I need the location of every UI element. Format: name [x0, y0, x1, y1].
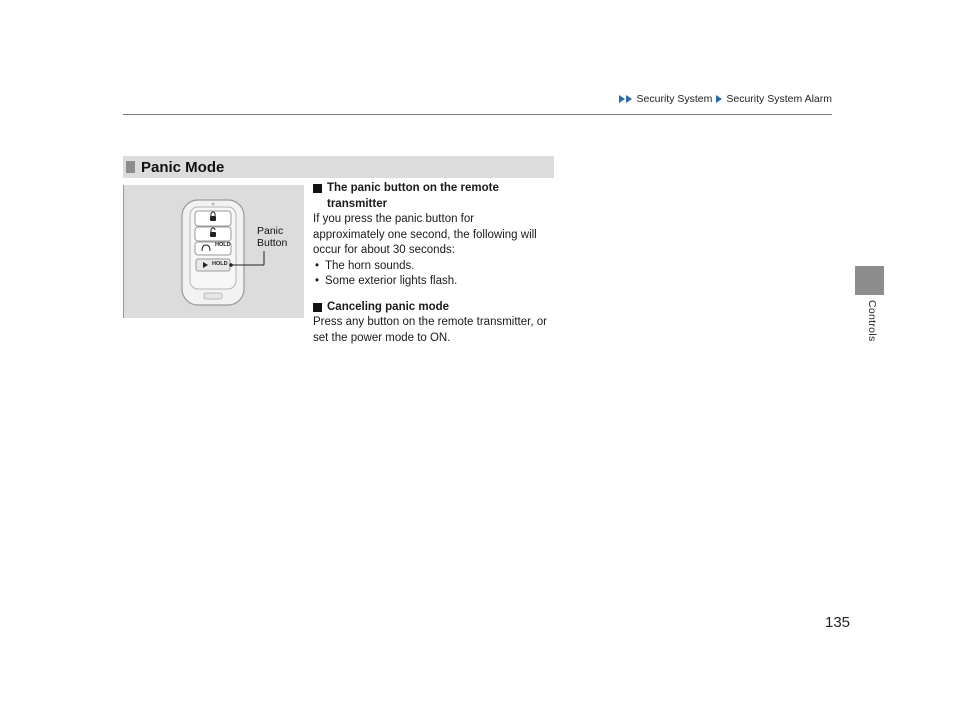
cancel-paragraph	[313, 315, 563, 346]
fob-hold-label-1: HOLD	[215, 242, 231, 248]
list-item: • Some exterior lights flash.	[313, 274, 563, 290]
subheading-square-icon	[313, 184, 322, 193]
chapter-tab-label[interactable]: Controls	[866, 300, 878, 342]
header-divider	[123, 114, 832, 115]
subheading-canceling-text: Canceling panic mode	[327, 300, 450, 313]
page-number: 135	[825, 614, 851, 631]
panic-paragraph	[313, 212, 563, 259]
remote-transmitter-illustration	[124, 185, 304, 318]
para2-line-1: Press any button on the remote transmitter, or	[313, 316, 547, 328]
subheading-panic-button	[313, 181, 563, 212]
bullet-text-2: Some exterior lights flash.	[325, 275, 458, 287]
subheading-line-2: transmitter	[327, 197, 388, 210]
breadcrumb-item-1[interactable]: Security System	[636, 93, 713, 105]
callout-line-1: Panic	[257, 225, 284, 237]
breadcrumb-separator-icon	[716, 95, 722, 103]
fob-hold-label-2: HOLD	[212, 261, 228, 267]
section-square-icon	[126, 161, 135, 173]
remote-figure	[123, 185, 304, 318]
para1-line-1: If you press the panic button for	[313, 213, 475, 225]
breadcrumb-arrow-icon	[619, 95, 632, 103]
panic-button-callout	[257, 225, 287, 249]
section-title: Panic Mode	[141, 158, 225, 176]
para1-line-2: approximately one second, the following will	[313, 228, 537, 241]
subheading-canceling	[313, 300, 563, 316]
para2-line-2: set the power mode to ON.	[313, 331, 451, 344]
list-item: • The horn sounds.	[313, 259, 563, 275]
breadcrumb	[0, 93, 832, 105]
callout-line-2: Button	[257, 237, 288, 249]
section-header	[123, 156, 554, 178]
chapter-tab-marker[interactable]	[855, 266, 884, 295]
subheading-square-icon	[313, 303, 322, 312]
breadcrumb-item-2[interactable]: Security System Alarm	[726, 93, 832, 105]
subheading-line-1: The panic button on the remote	[327, 182, 499, 194]
bullet-text-1: The horn sounds.	[325, 259, 415, 272]
effects-list	[313, 259, 563, 290]
section-content	[313, 181, 563, 346]
para1-line-3: occur for about 30 seconds:	[313, 244, 455, 256]
